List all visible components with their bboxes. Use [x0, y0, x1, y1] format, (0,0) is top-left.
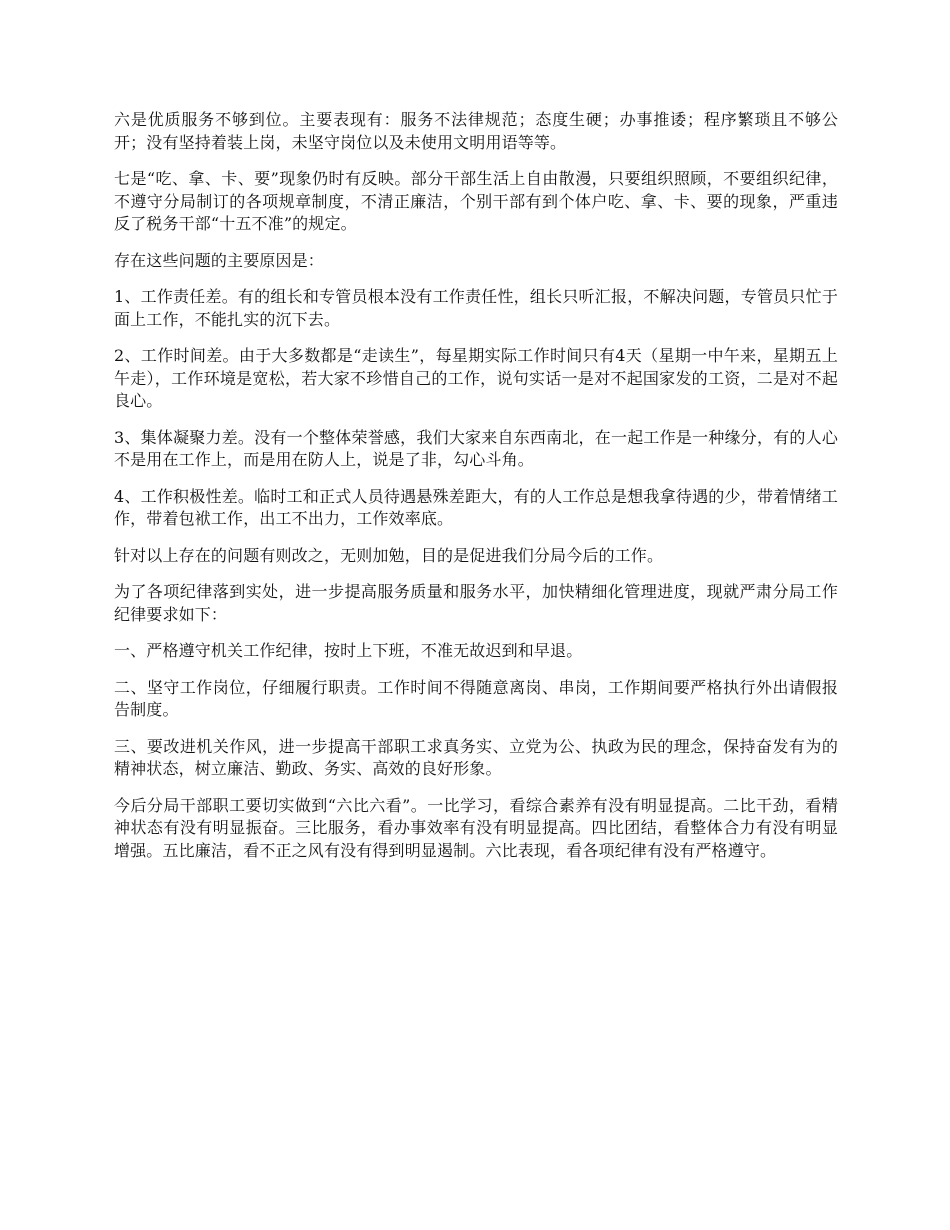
paragraph-6: 3、集体凝聚力差。没有一个整体荣誉感，我们大家来自东西南北，在一起工作是一种缘分，有的人心不是用在工作上，而是用在防人上，说是了非，勾心斗角。: [114, 427, 838, 469]
paragraph-5: 2、工作时间差。由于大多数都是“走读生”，每星期实际工作时间只有4天（星期一中午来，星期五上午走），工作环境是宽松，若大家不珍惜自己的工作，说句实话一是对不起国家发的工资，二是对不起良心。: [114, 346, 838, 410]
paragraph-2: 七是“吃、拿、卡、要”现象仍时有反映。部分干部生活上自由散漫，只要组织照顾，不要组织纪律，不遵守分局制订的各项规章制度，不清正廉洁，个别干部有到个体户吃、拿、卡、要的现象，严重违反了税务干部“十五不准”的规定。: [114, 169, 838, 233]
paragraph-4: 1、工作责任差。有的组长和专管员根本没有工作责任性，组长只听汇报，不解决问题，专管员只忙于面上工作，不能扎实的沉下去。: [114, 287, 838, 329]
paragraph-9: 为了各项纪律落到实处，进一步提高服务质量和服务水平，加快精细化管理进度，现就严肃分局工作纪律要求如下：: [114, 582, 838, 624]
paragraph-8: 针对以上存在的问题有则改之，无则加勉，目的是促进我们分局今后的工作。: [114, 545, 664, 565]
paragraph-3: 存在这些问题的主要原因是：: [114, 250, 324, 270]
document-body: [114, 109, 838, 862]
paragraph-13: 今后分局干部职工要切实做到“六比六看”。一比学习，看综合素养有没有明显提高。二比干劲，看精神状态有没有明显振奋。三比服务，看办事效率有没有明显提高。四比团结，看整体合力有没有明显增强。五比廉洁，看不正之风有没有得到明显遏制。六比表现，看各项纪律有没有严格遵守。: [114, 795, 838, 860]
paragraph-7: 4、工作积极性差。临时工和正式人员待遇悬殊差距大，有的人工作总是想我拿待遇的少，带着情绪工作，带着包袱工作，出工不出力，工作效率底。: [114, 486, 838, 528]
paragraph-10: 一、严格遵守机关工作纪律，按时上下班，不准无故迟到和早退。: [114, 641, 583, 660]
paragraph-1: 六是优质服务不够到位。主要表现有：服务不法律规范；态度生硬；办事推诿；程序繁琐且不够公开；没有坚持着装上岗，未坚守岗位以及未使用文明用语等等。: [114, 110, 838, 152]
paragraph-12: 三、要改进机关作风，进一步提高干部职工求真务实、立党为公、执政为民的理念，保持奋发有为的精神状态，树立廉洁、勤政、务实、高效的良好形象。: [114, 736, 838, 778]
paragraph-11: 二、坚守工作岗位，仔细履行职责。工作时间不得随意离岗、串岗，工作期间要严格执行外出请假报告制度。: [114, 677, 838, 719]
